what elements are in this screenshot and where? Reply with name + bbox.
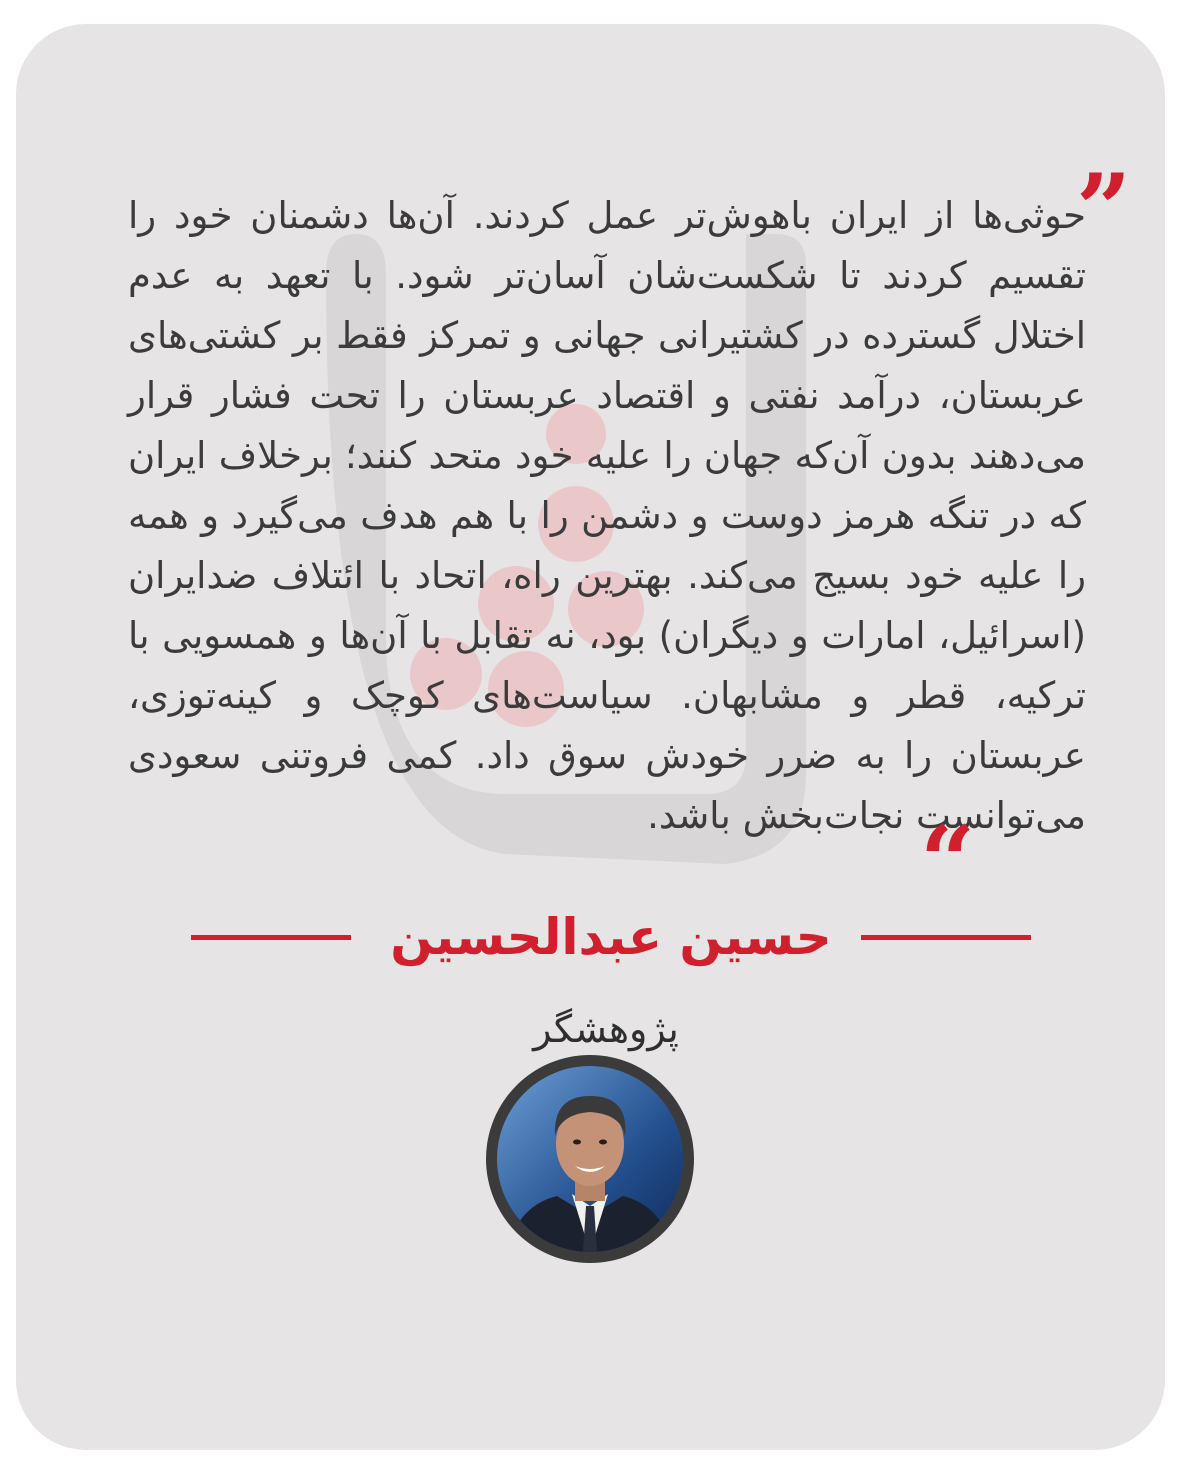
person-portrait-icon bbox=[497, 1066, 683, 1252]
author-avatar bbox=[486, 1055, 694, 1263]
divider-left bbox=[191, 935, 351, 940]
quote-text: حوثی‌ها از ایران باهوش‌تر عمل کردند. آن‌ها دشمنان خود را تقسیم کردند تا شکست‌شان آسان‌تر شود. با تعهد به عدم اختلال گسترده در کشتیرانی جهانی و تمرکز فقط بر کشتی‌های عربستان، درآمد نفتی و اقتصاد عربستان را تحت فشار قرار می‌دهند بدون آن‌که جهان را علیه خود متحد کنند؛ برخلاف ایران که در تنگه هرمز دوست و دشمن را با هم هدف می‌گیرد و همه را علیه خود بسیج می‌کند. بهترین راه، اتحاد با ائتلاف ضدایران (اسرائیل، امارات و دیگران) بود، نه تقابل با آن‌ها و همسویی با ترکیه، قطر و مشابهان. سیاست‌های کوچک و کینه‌توزی، عربستان را به ضرر خودش سوق داد. کمی فروتنی سعودی می‌توانست نجات‌بخش باشد. bbox=[128, 194, 1086, 837]
author-name-row bbox=[191, 904, 1031, 974]
avatar-photo bbox=[497, 1066, 683, 1252]
divider-right bbox=[861, 935, 1031, 940]
author-role: پژوهشگر bbox=[533, 1007, 679, 1051]
author-name: حسین عبدالحسین bbox=[390, 908, 832, 966]
quote-open-icon: ” bbox=[1076, 153, 1132, 266]
quote-close-icon: “ bbox=[920, 805, 976, 918]
